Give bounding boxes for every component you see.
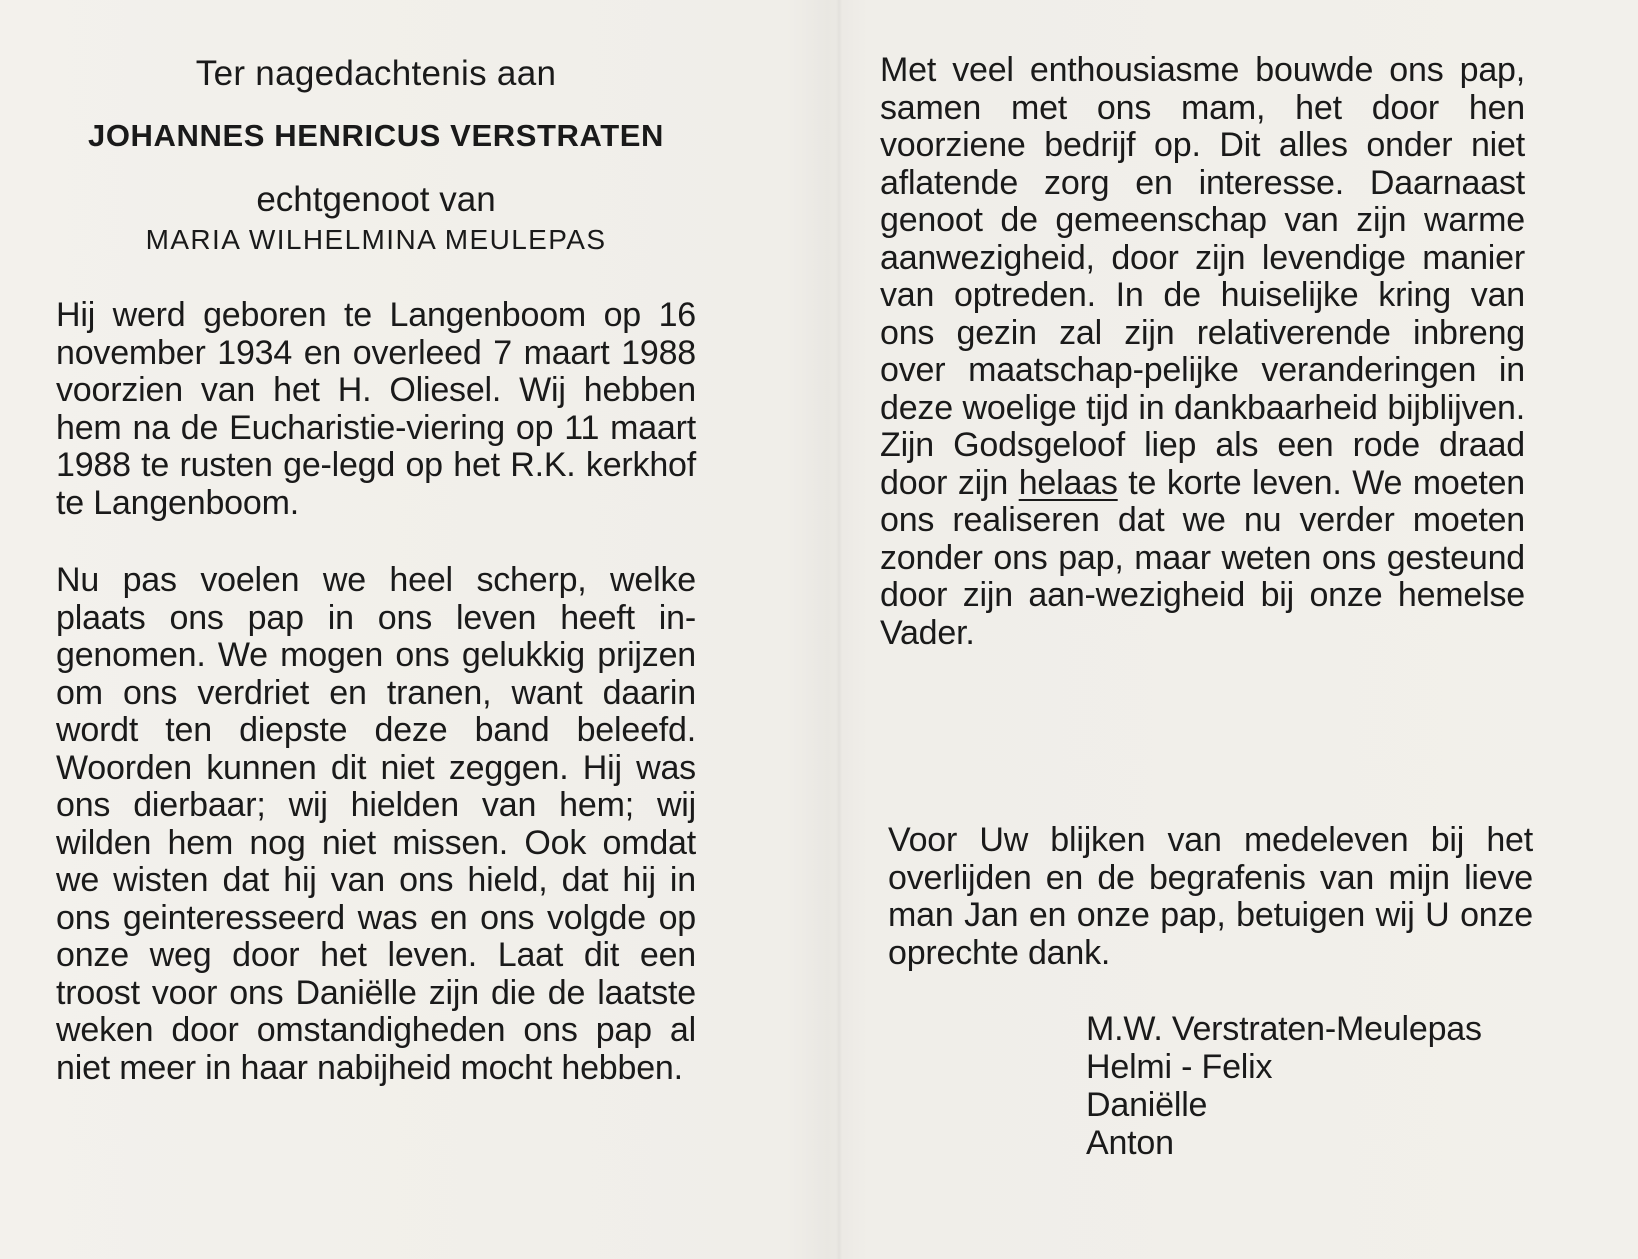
birth-death-text: Hij werd geboren te Langenboom op 16 november 1934 en overleed 7 maart 1988 voorzien van het H. Oliesel. Wij hebben hem na de Eucharistie-viering op 11 maart 1988 te rusten ge-legd op het R.K. kerkhof te Langenboom. <box>56 296 696 522</box>
life-paragraph <box>880 52 1525 652</box>
signature-line: Anton <box>1086 1124 1174 1162</box>
life-text-a: Met veel enthousiasme bouwde ons pap, samen met ons mam, het door hen voorziene bedrijf op. Dit alles onder niet aflatende zorg en interesse. Daarnaast genoot de gemeenschap van zijn warme aanwezigheid, door zijn levendige manier van optreden. In de huiselijke kring van ons gezin zal zijn relativerende inbreng over maatschap-pelijke veranderingen in deze woelige tijd in dankbaarheid bijblijven. Zijn Godsgeloof liep als een rode draad door zijn <box>880 51 1525 502</box>
signature-line: Daniëlle <box>1086 1086 1208 1124</box>
thanks-text: Voor Uw blijken van medeleven bij het overlijden en de begrafenis van mijn lieve man Jan en onze pap, betuigen wij U onze oprechte dank. <box>888 821 1533 972</box>
thanks-paragraph <box>888 822 1533 972</box>
signature-line: M.W. Verstraten-Meulepas <box>1086 1010 1482 1048</box>
signature-line: Helmi - Felix <box>1086 1048 1273 1086</box>
remembrance-text: Nu pas voelen we heel scherp, welke plaats ons pap in ons leven heeft in-genomen. We mogen ons gelukkig prijzen om ons verdriet en tranen, want daarin wordt ten diepste deze band beleefd. Woorden kunnen dit niet zeggen. Hij was ons dierbaar; wij hielden van hem; wij wilden hem nog niet missen. Ook omdat we wisten dat hij van ons hield, dat hij in ons geinteresseerd was en ons volgde op onze weg door het leven. Laat dit een troost voor ons Daniëlle zijn die de laatste weken door omstandigheden ons pap al niet meer in haar nabijheid mocht hebben. <box>56 561 696 1087</box>
intro-text: Ter nagedachtenis aan <box>195 54 557 93</box>
underlined-word: helaas <box>1018 463 1118 502</box>
card-fold <box>836 0 842 1259</box>
spouse-label: echtgenoot van <box>256 180 496 219</box>
birth-death-paragraph <box>56 297 696 522</box>
spouse-name: MARIA WILHELMINA MEULEPAS <box>145 224 607 255</box>
signatures <box>1086 1010 1482 1162</box>
life-text-b: te korte leven. We moeten ons realiseren dat we nu verder moeten zonder ons pap, maar weten ons gesteund door zijn aan-wezigheid bij onze hemelse Vader. <box>880 463 1525 652</box>
remembrance-paragraph <box>56 562 696 1087</box>
deceased-name: JOHANNES HENRICUS VERSTRATEN <box>87 118 664 153</box>
